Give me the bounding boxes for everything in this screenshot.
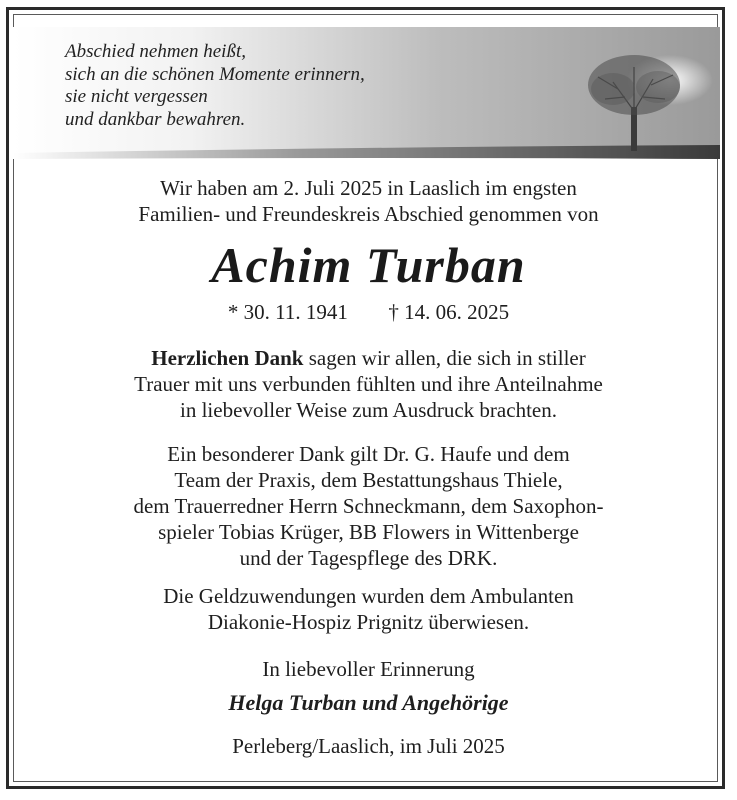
birth-date: * 30. 11. 1941 [227, 300, 348, 324]
signature: Helga Turban und Angehörige [228, 690, 509, 715]
poem [65, 41, 365, 131]
special-line: Team der Praxis, dem Bestattungshaus Thiele, [174, 468, 563, 492]
header-image [13, 27, 720, 167]
death-date: † 14. 06. 2025 [388, 300, 510, 324]
thanks-line-1-rest: sagen wir allen, die sich in stiller [303, 346, 586, 370]
memory-line: In liebevoller Erinnerung [262, 657, 475, 681]
poem-line: und dankbar bewahren. [65, 108, 246, 130]
poem-line: sie nicht vergessen [65, 86, 208, 107]
thanks-line-2: Trauer mit uns verbunden fühlten und ihre Anteilnahme [134, 372, 603, 396]
intro-line-2: Familien- und Freundeskreis Abschied genommen von [138, 202, 599, 226]
special-line: dem Trauerredner Herrn Schneckmann, dem Saxophon- [133, 494, 604, 518]
thanks-lead: Herzlichen Dank [151, 346, 304, 370]
life-dates [0, 300, 737, 325]
special-line: und der Tagespflege des DRK. [239, 546, 498, 570]
deceased-name: Achim Turban [211, 237, 526, 293]
thanks-line-3: in liebevoller Weise zum Ausdruck brachten. [180, 398, 557, 422]
special-line: Ein besonderer Dank gilt Dr. G. Haufe und dem [167, 442, 570, 466]
special-line: Die Geldzuwendungen wurden dem Ambulanten [163, 584, 574, 608]
place-date: Perleberg/Laaslich, im Juli 2025 [232, 734, 505, 758]
special-line: Diakonie-Hospiz Prignitz überwiesen. [207, 610, 530, 634]
thanks-line-1 [0, 345, 737, 371]
intro-line-1: Wir haben am 2. Juli 2025 in Laaslich im engsten [160, 176, 577, 200]
poem-line: sich an die schönen Momente erinnern, [65, 63, 365, 85]
special-line: spieler Tobias Krüger, BB Flowers in Wittenberge [158, 520, 579, 544]
poem-line: Abschied nehmen heißt, [65, 41, 246, 62]
